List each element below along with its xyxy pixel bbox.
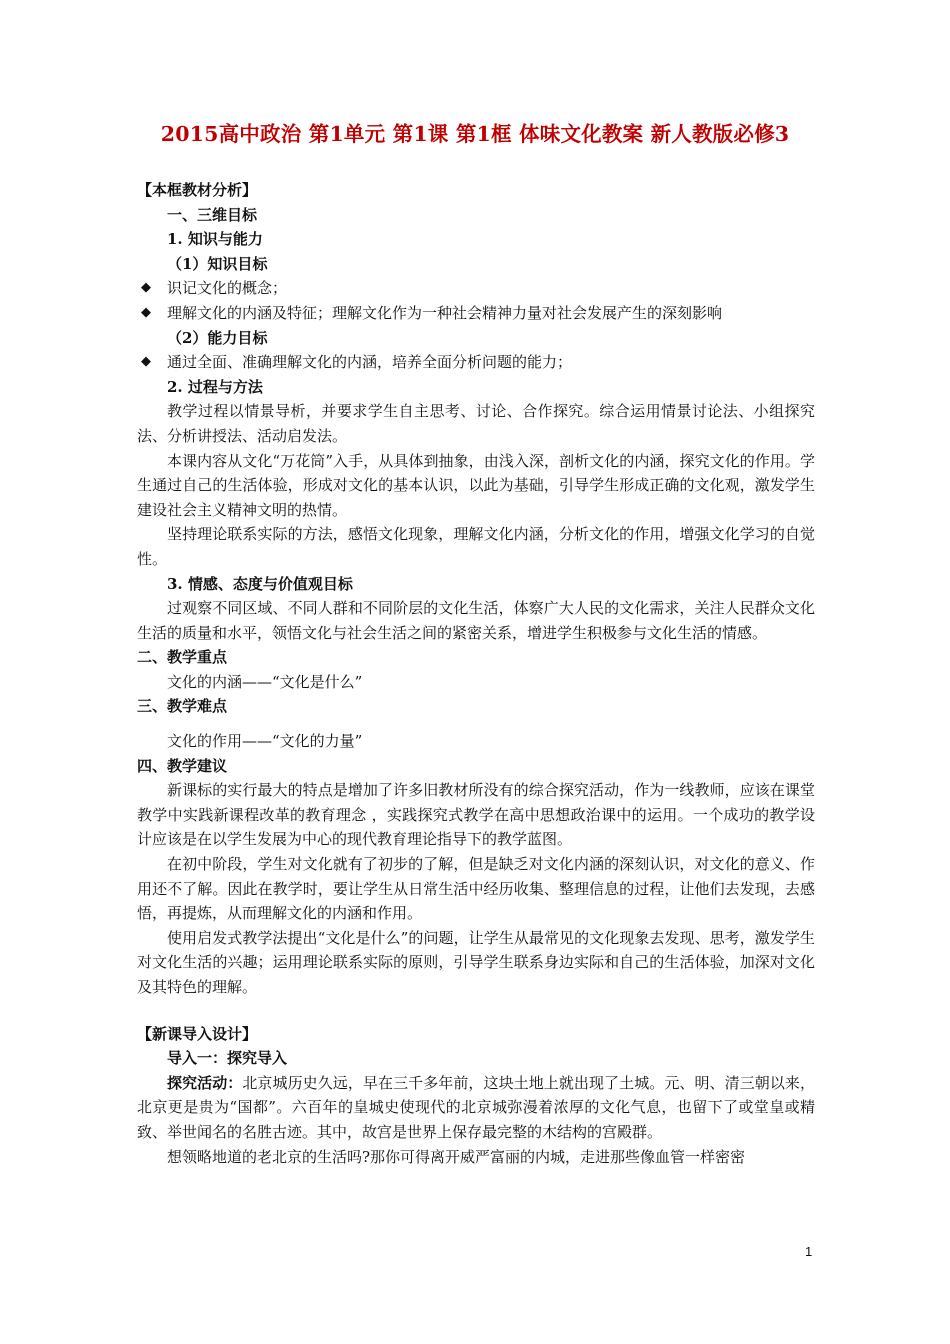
section-heading: 【新课导入设计】 <box>137 1024 258 1043</box>
paragraph-text: 北京城历史久远，早在三千多年前，这块土地上就出现了土城。元、明、清三朝以来，北京更是贵为“国都”。六百年的皇城史使现代的北京城弥漫着浓厚的文化气息，也留下了或堂皇或精致、举世闻名的名胜古迹。其中，故宫是世界上保存最完整的木结构的宫殿群。 <box>137 1073 815 1141</box>
lead-label: 探究活动： <box>167 1073 243 1092</box>
subheading: 1. 知识与能力 <box>167 230 263 249</box>
list-item <box>137 350 815 375</box>
subheading: 三、教学难点 <box>137 697 228 716</box>
diamond-bullet-icon: ◆ <box>141 280 151 296</box>
page-number: 1 <box>805 1244 813 1259</box>
document-body <box>137 178 815 1169</box>
list-item-text: 识记文化的概念； <box>167 279 288 298</box>
paragraph <box>137 1071 815 1145</box>
subheading: 四、教学建议 <box>137 756 228 775</box>
document-title: 2015高中政治 第1单元 第1课 第1框 体味文化教案 新人教版必修3 <box>160 122 790 146</box>
subheading: 一、三维目标 <box>167 205 258 224</box>
subheading: （1）知识目标 <box>167 254 268 273</box>
spacer <box>137 719 815 729</box>
paragraph: 在初中阶段，学生对文化就有了初步的了解，但是缺乏对文化内涵的深刻认识，对文化的意义、作用还不了解。因此在教学时，要让学生从日常生活中经历收集、整理信息的过程，让他们去发现，去感悟，再提炼，从而理解文化的内涵和作用。 <box>137 855 815 923</box>
spacer <box>137 1000 815 1022</box>
subheading: 2. 过程与方法 <box>167 377 263 396</box>
list-item <box>137 276 815 301</box>
paragraph: 坚持理论联系实际的方法，感悟文化现象，理解文化内涵，分析文化的作用，增强文化学习的自觉性。 <box>137 525 815 568</box>
list-item <box>137 301 815 326</box>
paragraph: 想领略地道的老北京的生活吗?那你可得离开威严富丽的内城，走进那些像血管一样密密 <box>167 1147 746 1166</box>
diamond-bullet-icon: ◆ <box>141 354 151 370</box>
paragraph: 新课标的实行最大的特点是增加了许多旧教材所没有的综合探究活动，作为一线教师，应该在课堂教学中实践新课程改革的教育理念 ，实践探究式教学在高中思想政治课中的运用。一个成功的教学设计应该是在以学生发展为中心的现代教育理论指导下的教学蓝图。 <box>137 781 815 849</box>
paragraph: 过观察不同区域、不同人群和不同阶层的文化生活，体察广大人民的文化需求，关注人民群众文化生活的质量和水平，领悟文化与社会生活之间的紧密关系，增进学生积极参与文化生活的情感。 <box>137 599 815 642</box>
section-heading: 【本框教材分析】 <box>137 181 258 199</box>
paragraph: 文化的作用——“文化的力量” <box>167 732 363 751</box>
paragraph: 使用启发式教学法提出“文化是什么”的问题，让学生从最常见的文化现象去发现、思考，激发学生对文化生活的兴趣；运用理论联系实际的原则，引导学生联系身边实际和自己的生活体验，加深对文化及其特色的理解。 <box>137 928 815 996</box>
subheading: （2）能力目标 <box>167 328 268 347</box>
subheading: 二、教学重点 <box>137 648 228 667</box>
paragraph: 文化的内涵——“文化是什么” <box>167 672 363 691</box>
paragraph: 教学过程以情景导析，并要求学生自主思考、讨论、合作探究。综合运用情景讨论法、小组探究法、分析讲授法、活动启发法。 <box>137 402 815 445</box>
diamond-bullet-icon: ◆ <box>141 304 151 320</box>
list-item-text: 通过全面、准确理解文化的内涵，培养全面分析问题的能力； <box>167 353 573 372</box>
list-item-text: 理解文化的内涵及特征；理解文化作为一种社会精神力量对社会发展产生的深刻影响 <box>167 303 723 322</box>
subheading: 导入一：探究导入 <box>167 1049 288 1068</box>
paragraph: 本课内容从文化“万花筒”入手，从具体到抽象，由浅入深，剖析文化的内涵，探究文化的作用。学生通过自己的生活体验，形成对文化的基本认识，以此为基础，引导学生形成正确的文化观，激发学生建设社会主义精神文明的热情。 <box>137 451 815 519</box>
subheading: 3. 情感、态度与价值观目标 <box>167 574 353 593</box>
